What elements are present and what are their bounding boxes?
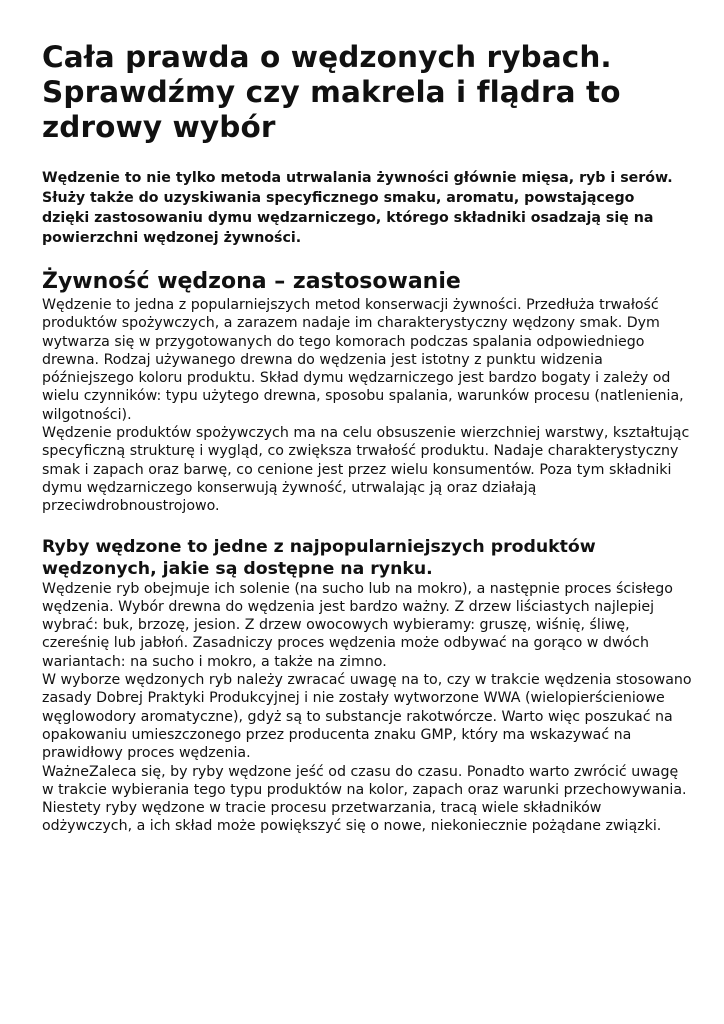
paragraph: WażneZaleca się, by ryby wędzone jeść od czasu do czasu. Ponadto warto zwrócić uwagę w trakcie wybierania tego typu produktów na kolor, zapach oraz warunki przechowywania.	[42, 763, 687, 798]
paragraph: Niestety ryby wędzone w tracie procesu przetwarzania, tracą wiele składników odżywczych, a ich skład może powiększyć się o nowe, niekoniecznie pożądane związki.	[42, 800, 662, 835]
article	[42, 40, 692, 836]
article-title: Cała prawda o wędzonych rybach. Sprawdźmy czy makrela i flądra to zdrowy wybór	[42, 40, 621, 144]
subheading: Ryby wędzone to jedne z najpopularniejszych produktów wędzonych, jakie są dostępne na rynku.	[42, 536, 596, 579]
paragraph: W wyborze wędzonych ryb należy zwracać uwagę na to, czy w trakcie wędzenia stosowano zasady Dobrej Praktyki Produkcyjnej i nie zostały wytworzone WWA (wielopierścieniowe węglowodory aromatyczne), gdyż są to substancje rakotwórcze. Warto więc poszukać na opakowaniu umieszczonego przez producenta znaku GMP, który ma wskazywać na prawidłowy proces wędzenia.	[42, 672, 692, 762]
paragraph: Wędzenie to jedna z popularniejszych metod konserwacji żywności. Przedłuża trwałość produktów spożywczych, a zarazem nadaje im charakterystyczny wędzony smak. Dym wytwarza się w przygotowanych do tego komorach podczas spalania odpowiedniego drewna. Rodzaj używanego drewna do wędzenia jest istotny z punktu widzenia późniejszego koloru produktu. Skład dymu wędzarniczego jest bardzo bogaty i zależy od wielu czynników: typu użytego drewna, sposobu spalania, warunków procesu (natlenienia, wilgotności).	[42, 297, 684, 423]
section-heading: Żywność wędzona – zastosowanie	[42, 269, 461, 294]
paragraph: Wędzenie ryb obejmuje ich solenie (na sucho lub na mokro), a następnie proces ścisłego wędzenia. Wybór drewna do wędzenia jest bardzo ważny. Z drzew liściastych najlepiej wybrać: buk, brzozę, jesion. Z drzew owocowych wybieramy: gruszę, wiśnię, śliwę, czereśnię lub jabłoń. Zasadniczy proces wędzenia może odbywać na gorąco w dwóch wariantach: na sucho i mokro, a także na zimno.	[42, 580, 673, 670]
paragraph: Wędzenie produktów spożywczych ma na celu obsuszenie wierzchniej warstwy, kształtując specyficzną strukturę i wygląd, co zwiększa trwałość produktu. Nadaje charakterystyczny smak i zapach oraz barwę, co cenione jest przez wielu konsumentów. Poza tym składniki dymu wędzarniczego konserwują żywność, utrwalając ją oraz działają przeciwdrobnoustrojowo.	[42, 425, 690, 515]
article-lead: Wędzenie to nie tylko metoda utrwalania żywności głównie mięsa, ryb i serów. Służy także do uzyskiwania specyficznego smaku, aromatu, powstającego dzięki zastosowaniu dymu wędzarniczego, którego składniki osadzają się na powierzchni wędzonej żywności.	[42, 170, 673, 246]
